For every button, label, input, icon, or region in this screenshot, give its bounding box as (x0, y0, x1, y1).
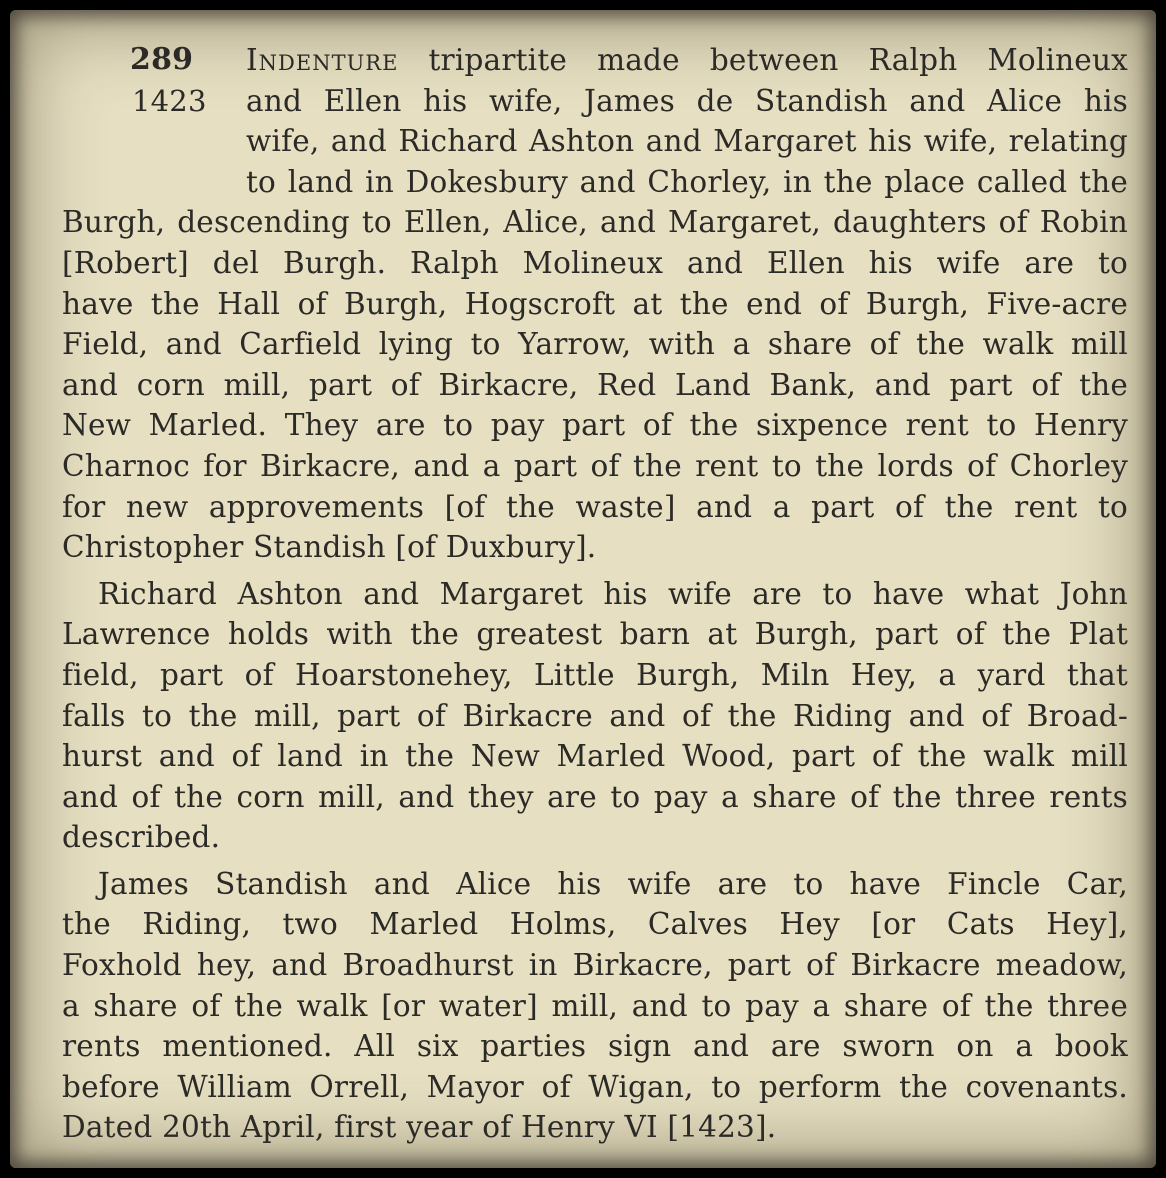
text-line: [Robert] del Burgh. Ralph Molineux and Ellen his wife are to (62, 245, 1128, 280)
text-line: rents mentioned. All six parties sign and are sworn on a book (62, 1029, 1128, 1064)
first-word: Indenture (246, 43, 399, 77)
text-line: before William Orrell, Mayor of Wigan, to perform the covenants. (62, 1069, 1128, 1104)
text-line: falls to the mill, part of Birkacre and of the Riding and of Broad- (62, 698, 1128, 733)
text-line: the Riding, two Marled Holms, Calves Hey [or Cats Hey], (62, 907, 1128, 942)
text-line: Foxhold hey, and Broadhurst in Birkacre, part of Birkacre meadow, (62, 948, 1128, 983)
text-line: a share of the walk [or water] mill, and to pay a share of the three (62, 988, 1128, 1023)
text-line: field, part of Hoarstonehey, Little Burgh, Miln Hey, a yard that (62, 657, 1128, 692)
head-line: and Ellen his wife, James de Standish and Alice his (246, 83, 1128, 118)
text-line: Christopher Standish [of Duxbury]. (62, 530, 597, 565)
text-line: for new approvements [of the waste] and a part of the rent to (62, 489, 1128, 524)
head-line: to land in Dokesbury and Chorley, in the place called the (246, 164, 1128, 199)
paragraph-2 (62, 574, 1128, 858)
text-line: and corn mill, part of Birkacre, Red Land Bank, and part of the (62, 367, 1128, 402)
entry-header (62, 40, 1128, 202)
text-line: New Marled. They are to pay part of the sixpence rent to Henry (62, 408, 1128, 443)
text-line: James Standish and Alice his wife are to have Fincle Car, (98, 866, 1128, 901)
text-line: Field, and Carfield lying to Yarrow, with a share of the walk mill (62, 327, 1128, 362)
entry-year: 1423 (132, 83, 207, 118)
paragraph-3 (62, 864, 1128, 1148)
text-line: Richard Ashton and Margaret his wife are to have what John (98, 576, 1128, 611)
entry-number: 289 (130, 42, 194, 77)
text-line: Burgh, descending to Ellen, Alice, and Margaret, daughters of Robin (62, 205, 1128, 240)
text-line: Charnoc for Birkacre, and a part of the rent to the lords of Chorley (62, 448, 1128, 483)
head-line: wife, and Richard Ashton and Margaret his wife, relating (246, 124, 1128, 159)
head-line (246, 40, 1128, 81)
text-line: Dated 20th April, first year of Henry VI [1423]. (62, 1110, 777, 1145)
text-line: have the Hall of Burgh, Hogscroft at the end of Burgh, Five-acre (62, 286, 1128, 321)
paragraph-1 (62, 202, 1128, 567)
head-line-rest: tripartite made between Ralph Molineux (398, 43, 1128, 77)
entry-head-lines (246, 40, 1128, 202)
text-line: described. (62, 820, 221, 855)
text-line: and of the corn mill, and they are to pay a share of the three rents (62, 779, 1128, 814)
text-line: Lawrence holds with the greatest barn at Burgh, part of the Plat (62, 617, 1128, 652)
document-page (62, 40, 1128, 1148)
text-line: hurst and of land in the New Marled Wood, part of the walk mill (62, 739, 1128, 774)
page-frame (10, 10, 1156, 1168)
